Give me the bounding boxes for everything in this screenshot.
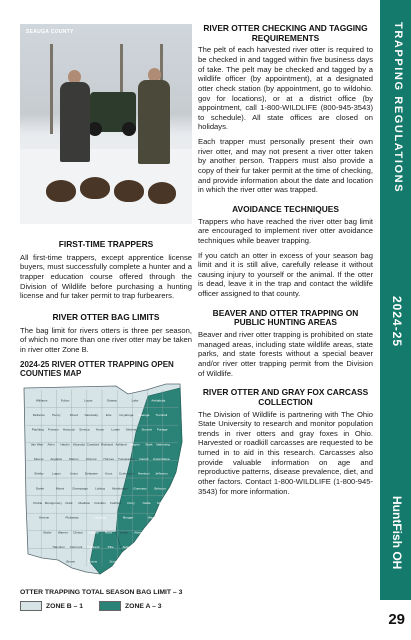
- county-label: Cuyahoga: [119, 413, 134, 418]
- county-label: Warren: [57, 530, 68, 535]
- tree: [50, 44, 53, 134]
- county-label: Portage: [156, 428, 168, 433]
- legend-zone-b: [20, 601, 83, 611]
- county-label: Brown: [66, 560, 76, 565]
- county-label: Miami: [55, 486, 65, 491]
- county-label: Preble: [33, 501, 43, 506]
- county-label: Henry: [52, 413, 61, 418]
- county-label: Guernsey: [133, 486, 147, 491]
- utility-vehicle: [90, 92, 136, 132]
- sidebar-brand: HuntFish OH: [390, 496, 404, 570]
- county-label: Medina: [126, 428, 137, 433]
- county-label: Crawford: [86, 442, 100, 447]
- county-label: Allen: [47, 442, 55, 447]
- county-label: Jefferson: [154, 472, 168, 477]
- fox-title: RIVER OTTER AND GRAY FOX CARCASS COLLECTION: [202, 387, 369, 407]
- county-label: Hardin: [60, 442, 70, 447]
- county-label: Tuscarawas: [118, 457, 135, 462]
- county-label: Hocking: [94, 516, 106, 521]
- county-label: Putnam: [47, 428, 59, 433]
- county-label: Ottawa: [106, 398, 117, 403]
- county-label: Darke: [35, 486, 45, 491]
- county-label: Highland: [87, 545, 100, 550]
- pelt: [114, 180, 144, 202]
- county-label: Mahoning: [156, 442, 170, 447]
- county-label: Geauga: [138, 413, 150, 418]
- county-label: Delaware: [84, 472, 98, 477]
- pelt: [148, 182, 176, 204]
- map-legend: [20, 601, 192, 611]
- county-label: Coshocton: [118, 472, 134, 477]
- checking-title: RIVER OTTER CHECKING AND TAGGING REQUIREMENTS: [203, 23, 368, 43]
- county-label: Carroll: [139, 457, 149, 462]
- county-label: Monroe: [156, 501, 168, 506]
- bag-limits-body: The bag limit for rivers otters is three per season, of which no more than one river otter may be taken in river otter Zone B.: [20, 325, 192, 354]
- fox-body: The Division of Wildlife is partnering with The Ohio State University to research and monitor population trends in river otters and gray foxes in Ohio. Harvested or roadkill carcasses are requested to be turned in to aid in this research. Carcasses also provide valuable information on age and reproductive patterns, disease prevalence, diet, and other factors. Contact 1-800-WILDLIFE (1-800-945-3543) for more information.: [198, 409, 373, 496]
- legend-label: ZONE B – 1: [46, 602, 84, 610]
- pelt: [80, 177, 110, 199]
- avoidance-body-2: If you catch an otter in excess of your season bag limit and it is still alive, carefully release it without causing injury to yourself or the animal. If the otter is dead, leave it in the trap and contact the wildlife officer assigned to that county.: [198, 250, 373, 299]
- county-label: Ashtabula: [151, 398, 166, 403]
- county-label: Perry: [127, 501, 135, 506]
- county-label: Wood: [69, 413, 78, 418]
- county-label: Stark: [145, 442, 153, 447]
- county-label: Summit: [141, 428, 152, 433]
- checking-body-1: The pelt of each harvested river otter is required to be checked in and tagged within five business days of take. The pelt may be checked and tagged by a wildlife officer (by appointment), at a designated otter check station (by appointment, go to wildohio. gov for locations), or at a district office (by appointment, call 1-800-WILDLIFE (800-945-3543) to schedule). All state offices are closed on holidays.: [198, 45, 373, 132]
- county-label: Wayne: [130, 442, 140, 447]
- county-label: Williams: [35, 398, 48, 403]
- avoidance-title: AVOIDANCE TECHNIQUES: [232, 203, 339, 214]
- county-label: Montgomery: [44, 501, 62, 506]
- county-label: Belmont: [154, 486, 166, 491]
- county-label: Van Wert: [30, 442, 44, 447]
- sidebar-year: 2024-25: [390, 296, 404, 348]
- county-label: Lorain: [111, 428, 120, 433]
- county-label: Shelby: [34, 472, 44, 477]
- county-label: Marion: [69, 457, 79, 462]
- legend-zone-a: [99, 601, 162, 611]
- county-label: Huron: [95, 428, 105, 433]
- county-label: Athens: [134, 530, 144, 535]
- map-title: 2024-25 RIVER OTTER TRAPPING OPEN COUNTIES MAP: [20, 360, 174, 379]
- county-label: Logan: [51, 472, 61, 477]
- county-label: Defiance: [32, 413, 45, 418]
- wheel: [88, 122, 102, 136]
- public-areas-title: BEAVER AND OTTER TRAPPING ON PUBLIC HUNTING AREAS: [212, 307, 359, 328]
- page-number: 29: [388, 611, 405, 628]
- county-label: Auglaize: [50, 457, 63, 462]
- county-label: Washington: [147, 516, 165, 521]
- county-label: Jackson: [122, 545, 134, 550]
- map-caption: OTTER TRAPPING TOTAL SEASON BAG LIMIT – 3: [20, 589, 183, 597]
- county-label: Sandusky: [84, 413, 99, 418]
- trapper-right: [138, 80, 170, 164]
- otter-map-section: [20, 360, 192, 612]
- county-label: Knox: [105, 472, 113, 477]
- county-label: Pickaway: [65, 516, 79, 521]
- county-label: Lucas: [84, 398, 93, 403]
- legend-label: ZONE A – 3: [125, 602, 162, 610]
- trappers-photo: [20, 24, 192, 224]
- left-column: [20, 24, 192, 354]
- county-label: Trumbull: [155, 413, 168, 418]
- section-sidebar: [380, 0, 411, 600]
- wheel: [122, 122, 136, 136]
- avoidance-body-1: Trappers who have reached the river otter bag limit are encouraged to implement river otter avoidance techniques while beaver trapping.: [198, 216, 373, 245]
- county-label: Pike: [107, 545, 114, 550]
- sidebar-section: TRAPPING REGULATIONS: [392, 22, 404, 194]
- photo-label: SEAUGA COUNTY: [26, 29, 74, 35]
- first-time-body: All first-time trappers, except apprentice license buyers, must successfully complete a hunter and a trapper education course offered through the Division of Wildlife before purchasing a hunting license and fur taker permit to trap furbearers.: [20, 252, 192, 301]
- county-label: Paulding: [31, 428, 44, 433]
- zone-a-swatch: [99, 601, 121, 611]
- county-label: Scioto: [109, 560, 119, 565]
- county-label: Champaign: [72, 486, 88, 491]
- county-label: Holmes: [103, 457, 115, 462]
- first-time-title: FIRST-TIME TRAPPERS: [58, 239, 154, 249]
- county-label: Clermont: [69, 545, 83, 550]
- county-label: Lawrence: [128, 560, 143, 565]
- county-label: Hancock: [62, 428, 75, 433]
- county-label: Clark: [65, 501, 73, 506]
- county-label: Columbiana: [153, 457, 170, 462]
- county-label: Muskingum: [112, 486, 128, 491]
- zone-b-swatch: [20, 601, 42, 611]
- county-label: Fayette: [88, 530, 99, 535]
- bag-limits-title: RIVER OTTER BAG LIMITS: [52, 311, 160, 322]
- ohio-county-map: [20, 382, 192, 580]
- county-label: Hamilton: [52, 545, 65, 550]
- county-label: Clinton: [73, 530, 83, 535]
- county-label: Adams: [87, 560, 98, 565]
- county-label: Mercer: [33, 457, 44, 462]
- county-label: Union: [69, 472, 78, 477]
- county-label: Vinton: [119, 530, 129, 535]
- public-areas-body: Beaver and river otter trapping is prohibited on state managed areas, including state wildlife areas, state parks, and state forests without a special beaver and/or river otter trapping permit from the Division of Wildlife.: [198, 330, 373, 378]
- county-label: Seneca: [79, 428, 90, 433]
- county-label: Fulton: [60, 398, 70, 403]
- county-label: Greene: [38, 516, 50, 521]
- county-label: Franklin: [94, 501, 106, 506]
- pelt: [46, 180, 76, 202]
- county-label: Morrow: [86, 457, 97, 462]
- county-label: Licking: [95, 486, 105, 491]
- right-column: [198, 24, 373, 496]
- county-label: Meigs: [150, 530, 159, 535]
- county-label: Morgan: [122, 516, 134, 521]
- county-label: Harrison: [137, 472, 150, 477]
- county-label: Noble: [142, 501, 151, 506]
- trapper-left: [60, 82, 90, 162]
- county-label: Fairfield: [110, 501, 122, 506]
- county-label: Gallia: [141, 545, 150, 550]
- county-label: Wyandot: [72, 442, 86, 447]
- county-label: Madison: [78, 501, 91, 506]
- county-label: Lake: [131, 398, 139, 403]
- county-label: Erie: [106, 413, 112, 418]
- county-label: Ross: [105, 530, 113, 535]
- county-label: Butler: [43, 530, 52, 535]
- checking-body-2: Each trapper must personally present their own river otter, and may not present a river otter taken by another person. Trappers must also provide a copy of their fur taker permit at the time of checking, and provide information about the date and location in which the river otter was trapped.: [198, 137, 373, 195]
- county-label: Ashland: [115, 442, 127, 447]
- county-label: Richland: [100, 442, 114, 447]
